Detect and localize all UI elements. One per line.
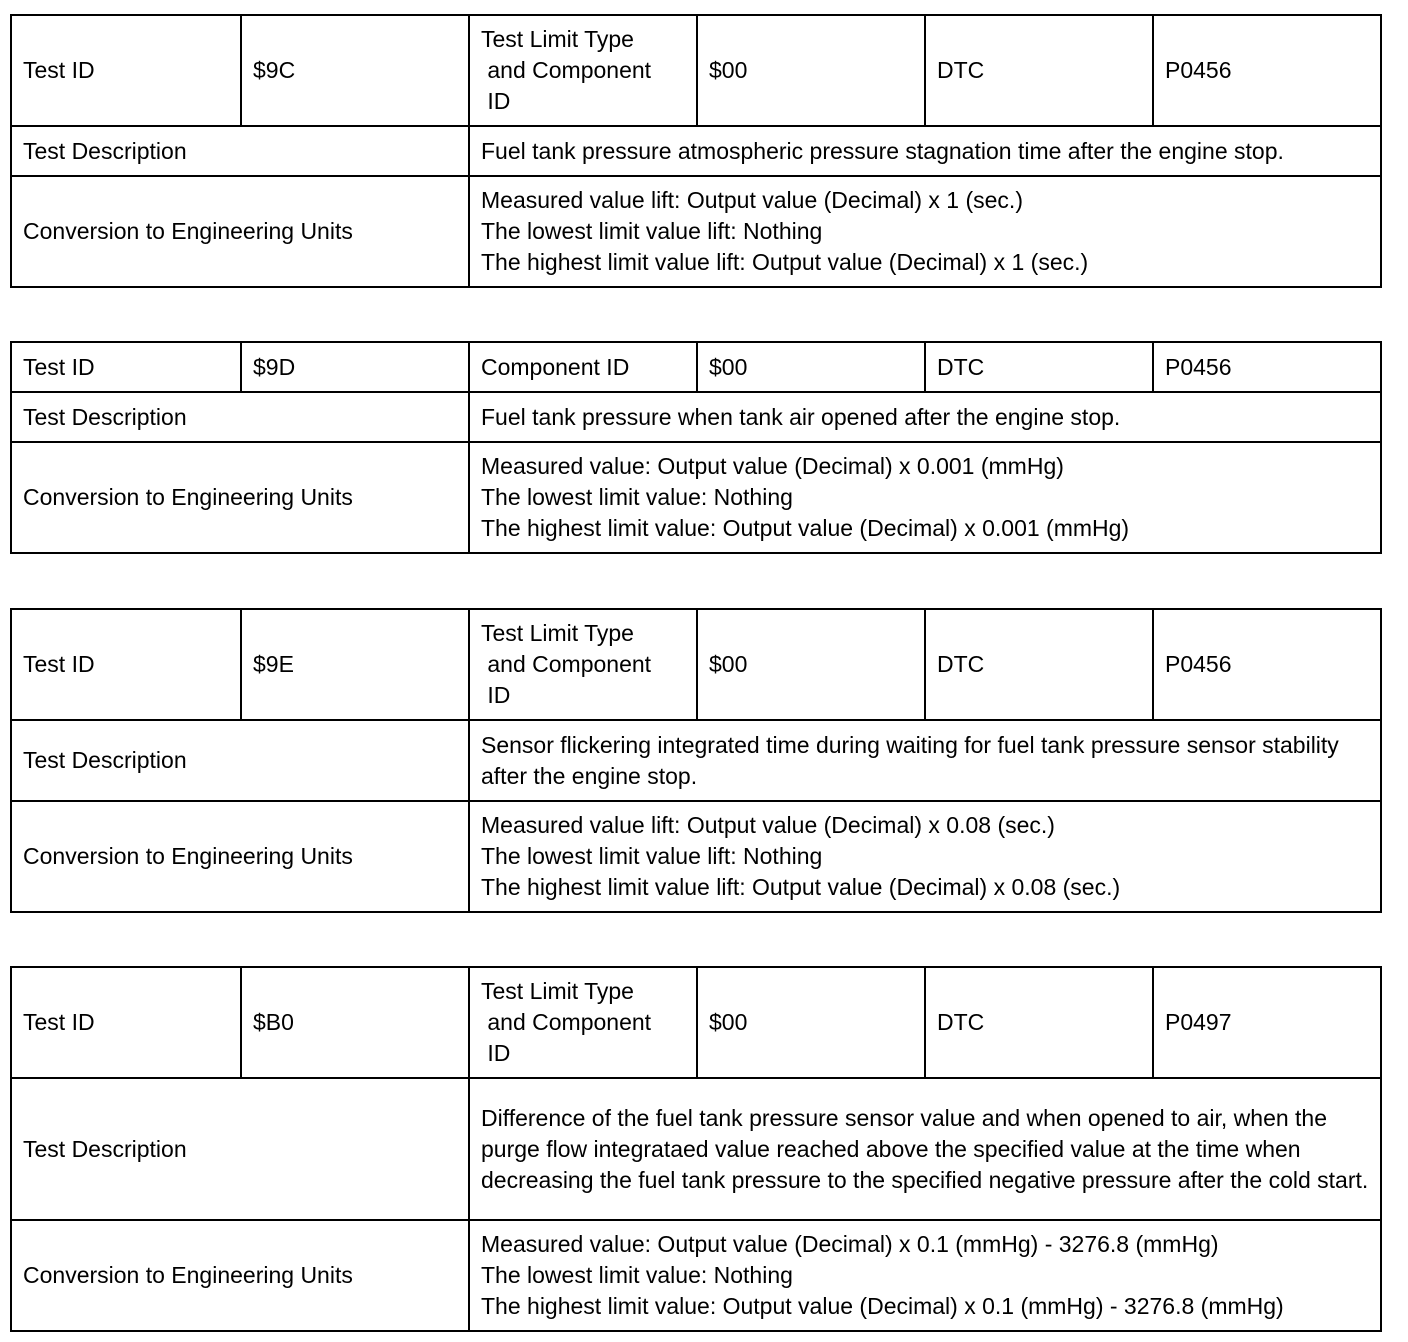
test-id-label: Test ID <box>11 342 241 392</box>
limit-type-label: Test Limit Type and Component ID <box>469 609 697 720</box>
conversion-row <box>11 176 1381 287</box>
conversion-label: Conversion to Engineering Units <box>11 801 469 912</box>
description-value: Difference of the fuel tank pressure sensor value and when opened to air, when the purge flow integrataed value reached above the specified value at the time when decreasing the fuel tank pressure to the specified negative pressure after the cold start. <box>469 1078 1381 1220</box>
description-label: Test Description <box>11 720 469 801</box>
description-row <box>11 1078 1381 1220</box>
spec-table-9d <box>10 341 1382 554</box>
dtc-value: P0456 <box>1153 15 1381 126</box>
description-label: Test Description <box>11 392 469 442</box>
dtc-label: DTC <box>925 15 1153 126</box>
test-id-value: $9C <box>241 15 469 126</box>
spec-table-9c <box>10 14 1382 288</box>
conversion-value: Measured value lift: Output value (Decimal) x 1 (sec.) The lowest limit value lift: Nothing The highest limit value lift: Output value (Decimal) x 1 (sec.) <box>469 176 1381 287</box>
conversion-value: Measured value: Output value (Decimal) x 0.1 (mmHg) - 3276.8 (mmHg) The lowest limit value: Nothing The highest limit value: Output value (Decimal) x 0.1 (mmHg) - 3276.8 (mmHg) <box>469 1220 1381 1331</box>
dtc-label: DTC <box>925 342 1153 392</box>
header-row <box>11 967 1381 1078</box>
dtc-value: P0456 <box>1153 342 1381 392</box>
description-row <box>11 392 1381 442</box>
dtc-label: DTC <box>925 609 1153 720</box>
spec-table-9e <box>10 608 1382 913</box>
conversion-value: Measured value: Output value (Decimal) x 0.001 (mmHg) The lowest limit value: Nothing The highest limit value: Output value (Decimal) x 0.001 (mmHg) <box>469 442 1381 553</box>
test-id-label: Test ID <box>11 609 241 720</box>
description-value: Sensor flickering integrated time during waiting for fuel tank pressure sensor stability after the engine stop. <box>469 720 1381 801</box>
component-id-label: Component ID <box>469 342 697 392</box>
limit-type-label: Test Limit Type and Component ID <box>469 967 697 1078</box>
header-row <box>11 15 1381 126</box>
description-row <box>11 126 1381 176</box>
test-id-label: Test ID <box>11 967 241 1078</box>
test-id-value: $9D <box>241 342 469 392</box>
description-value: Fuel tank pressure atmospheric pressure stagnation time after the engine stop. <box>469 126 1381 176</box>
header-row <box>11 342 1381 392</box>
limit-type-value: $00 <box>697 609 925 720</box>
test-id-value: $9E <box>241 609 469 720</box>
conversion-row <box>11 801 1381 912</box>
header-row <box>11 609 1381 720</box>
limit-type-label: Test Limit Type and Component ID <box>469 15 697 126</box>
description-label: Test Description <box>11 126 469 176</box>
conversion-row <box>11 1220 1381 1331</box>
dtc-label: DTC <box>925 967 1153 1078</box>
dtc-value: P0497 <box>1153 967 1381 1078</box>
conversion-label: Conversion to Engineering Units <box>11 442 469 553</box>
test-id-value: $B0 <box>241 967 469 1078</box>
description-row <box>11 720 1381 801</box>
conversion-label: Conversion to Engineering Units <box>11 176 469 287</box>
conversion-label: Conversion to Engineering Units <box>11 1220 469 1331</box>
limit-type-value: $00 <box>697 15 925 126</box>
conversion-value: Measured value lift: Output value (Decimal) x 0.08 (sec.) The lowest limit value lift: Nothing The highest limit value lift: Output value (Decimal) x 0.08 (sec.) <box>469 801 1381 912</box>
conversion-row <box>11 442 1381 553</box>
spec-table-b0 <box>10 966 1382 1332</box>
description-label: Test Description <box>11 1078 469 1220</box>
description-value: Fuel tank pressure when tank air opened after the engine stop. <box>469 392 1381 442</box>
dtc-value: P0456 <box>1153 609 1381 720</box>
test-id-label: Test ID <box>11 15 241 126</box>
component-id-value: $00 <box>697 342 925 392</box>
limit-type-value: $00 <box>697 967 925 1078</box>
